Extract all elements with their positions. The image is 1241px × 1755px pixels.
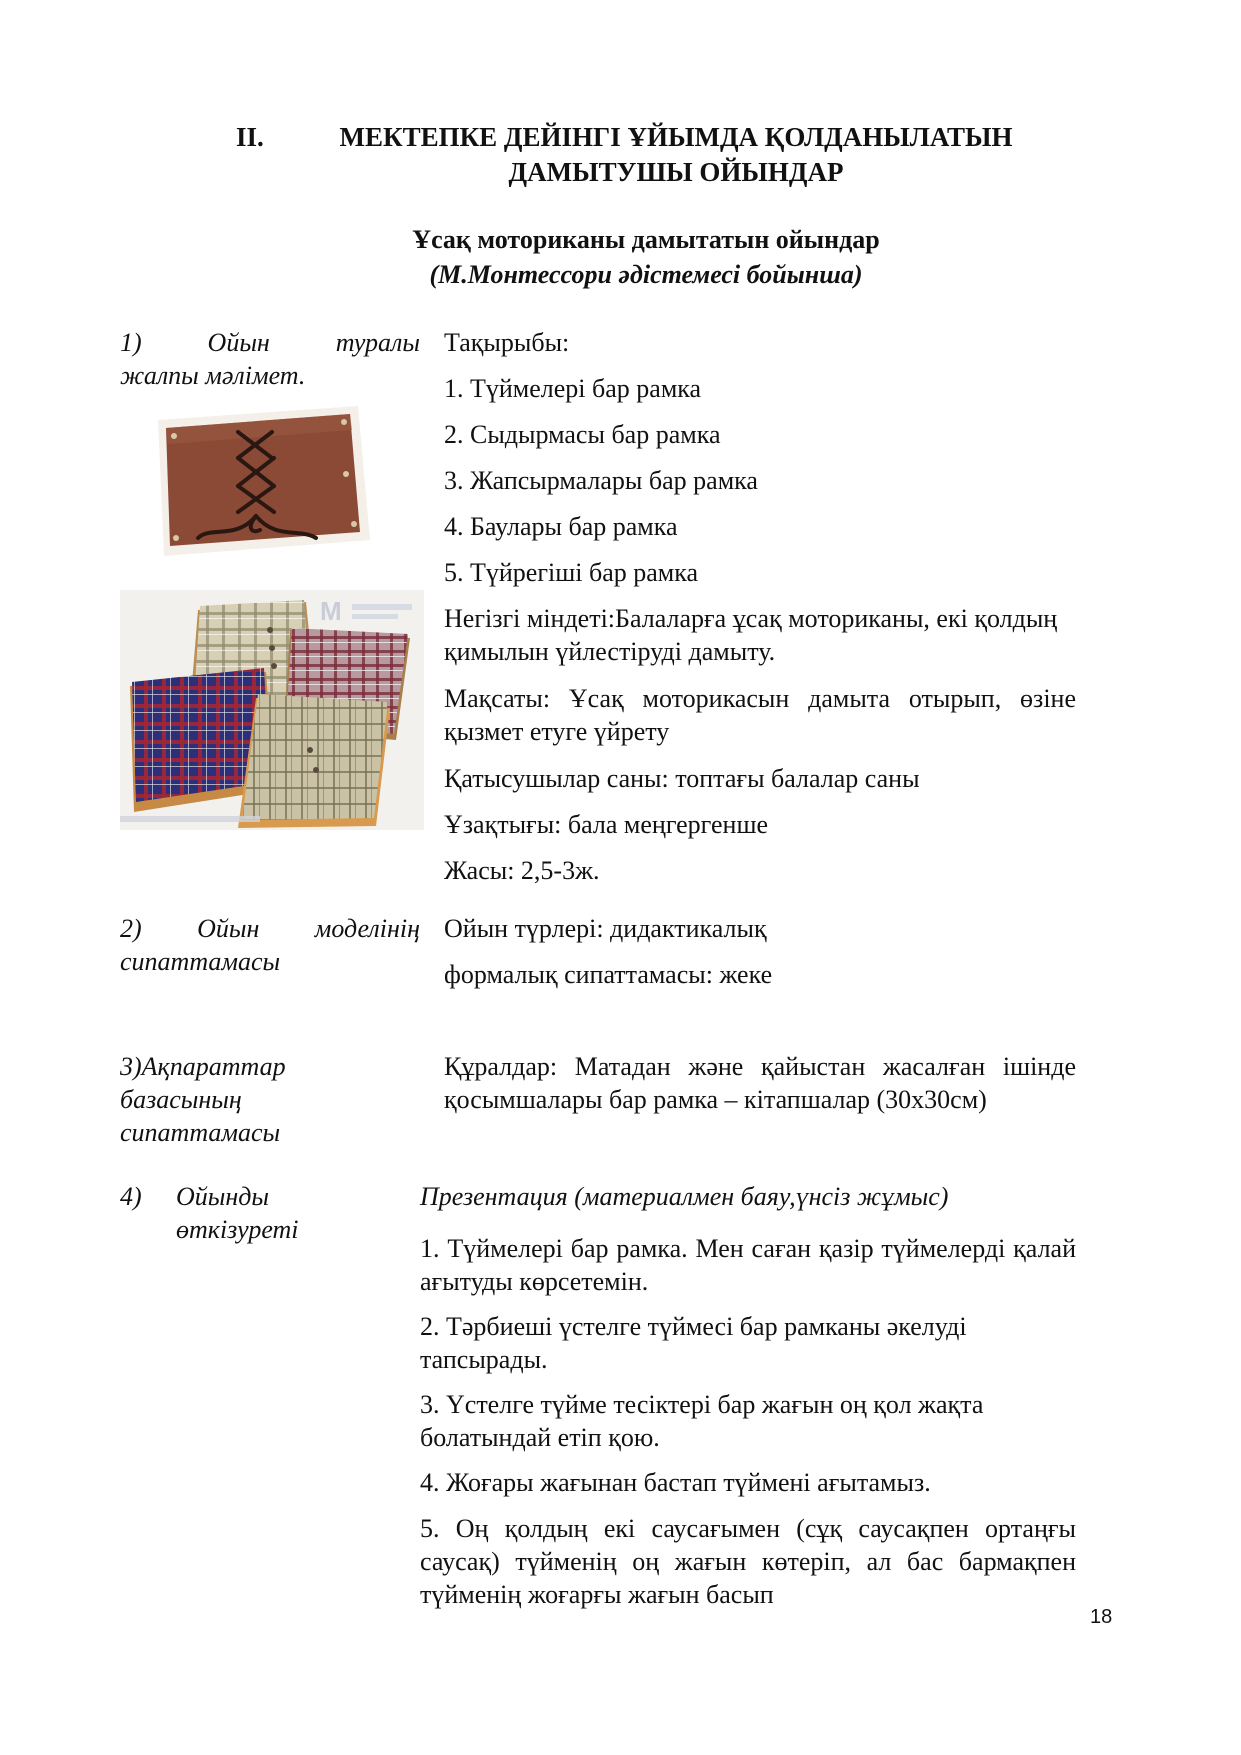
row4-label-number: 4): [120, 1182, 142, 1211]
plaid-fabric-frames-icon: [120, 590, 424, 830]
frame-item-4: 4. Баулары бар рамка: [444, 512, 678, 541]
row4-label-line1: Ойынды: [176, 1182, 270, 1211]
step-5: 5. Оң қолдың екі саусағымен (сұқ саусақпен ортаңғы саусақ) түйменің оң жағын көтеріп, ал бас бармақпен түйменің жоғарғы жағын басып: [420, 1514, 1076, 1609]
age: Жасы: 2,5-3ж.: [444, 856, 600, 885]
step-2: 2. Тәрбиеші үстелге түймесі бар рамканы әкелуді тапсырады.: [420, 1312, 967, 1374]
row4-label: [120, 1180, 350, 1246]
main-task: Негізгі міндеті:Балаларға ұсақ моториканы, екі қолдың қимылын үйлестіруді дамыту.: [444, 604, 1058, 666]
participants: Қатысушылар саны: топтағы балалар саны: [444, 764, 920, 793]
frame-item-3: 3. Жапсырмалары бар рамка: [444, 466, 758, 495]
row3-label-line1: 3)Ақпараттар: [120, 1052, 286, 1081]
goal: Мақсаты: Ұсақ моторикасын дамыта отырып, өзіне қызмет етуге үйрету: [444, 684, 1076, 746]
subheading-method: (М.Монтессори әдістемесі бойынша): [429, 260, 863, 289]
frame-item-5: 5. Түйрегіші бар рамка: [444, 558, 699, 587]
row3-label: [120, 1050, 420, 1149]
row3-label-line3: сипаттамасы: [120, 1118, 281, 1147]
game-types: Ойын түрлері: дидактикалық: [444, 914, 767, 943]
subheading-title: Ұсақ моториканы дамытатын ойындар: [412, 225, 880, 254]
tools: Құралдар: Матадан және қайыстан жасалған ішінде қосымшалары бар рамка – кітапшалар (30х30см): [444, 1052, 1076, 1114]
section-heading-line1: МЕКТЕПКЕ ДЕЙІНГІ ҰЙЫМДА ҚОЛДАНЫЛАТЫН: [339, 122, 1013, 152]
row3-label-line2: базасының: [120, 1085, 242, 1114]
row2-label-line2: сипаттамасы: [120, 947, 281, 976]
fabric-frames-photo: [120, 590, 424, 830]
step-3: 3. Үстелге түйме тесіктері бар жағын оң қол жақта болатындай етіп қою.: [420, 1390, 984, 1452]
leather-lacing-frame-icon: [140, 400, 375, 560]
row1-label-line1: 1) Ойын туралы: [120, 328, 420, 357]
presentation: Презентация (материалмен баяу,үнсіз жұмыс): [420, 1182, 949, 1211]
page-number: 18: [1090, 1606, 1113, 1628]
row2-label-line1: 2) Ойын моделінің: [120, 914, 420, 943]
frame-item-1: 1. Түймелері бар рамка: [444, 374, 702, 403]
step-1: 1. Түймелері бар рамка. Мен саған қазір түймелерді қалай ағытуды көрсетемін.: [420, 1234, 1076, 1296]
section-heading: [236, 120, 1056, 190]
topic-label: Тақырыбы:: [444, 328, 570, 357]
row2-label: [120, 912, 420, 978]
section-number: II.: [236, 122, 264, 152]
row1-label-line2: жалпы мәлімет.: [120, 361, 306, 390]
row4-label-line2: өткізуреті: [176, 1215, 299, 1244]
frame-item-2: 2. Сыдырмасы бар рамка: [444, 420, 721, 449]
duration: Ұзақтығы: бала меңгергенше: [444, 810, 769, 839]
subheading: [236, 222, 1056, 292]
svg-text:M: M: [320, 596, 342, 626]
step-4: 4. Жоғары жағынан бастап түймені ағытамыз.: [420, 1468, 931, 1497]
lacing-frame-photo: [140, 400, 375, 560]
row1-label: [120, 326, 420, 392]
section-heading-line2: ДАМЫТУШЫ ОЙЫНДАР: [508, 157, 844, 187]
form-description: формалық сипаттамасы: жеке: [444, 960, 773, 989]
